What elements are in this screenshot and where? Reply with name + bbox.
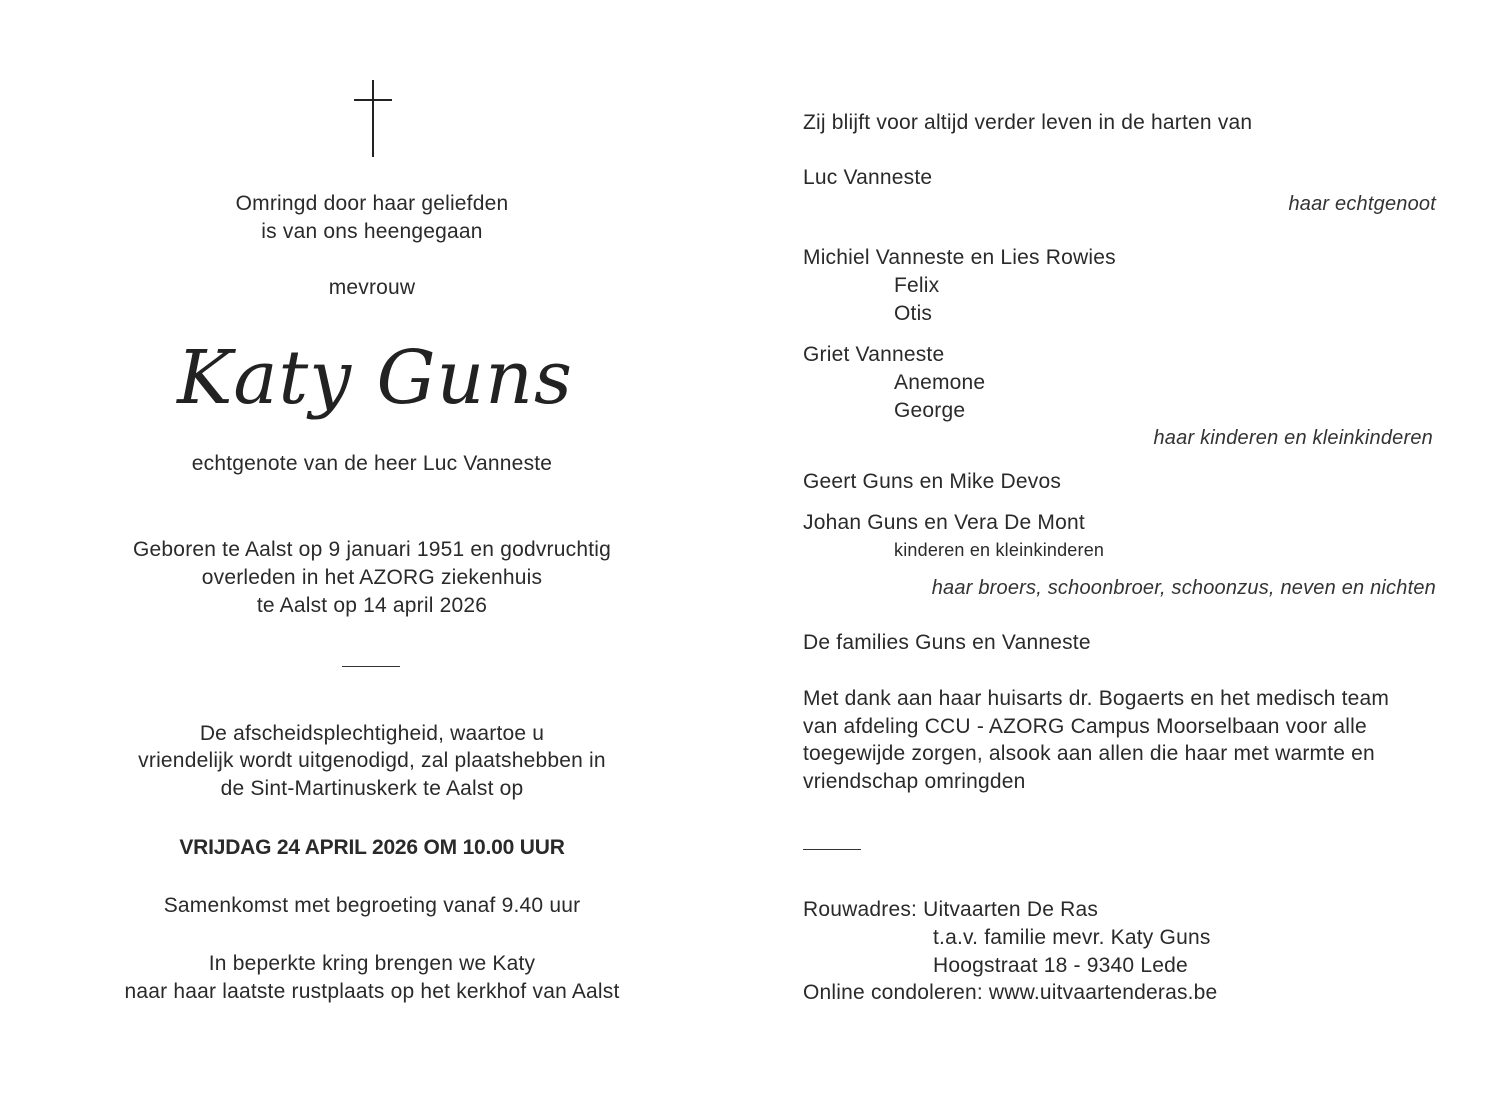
mourners-intro: Zij blijft voor altijd verder leven in de harten van (803, 111, 1253, 134)
address-line-3: Hoogstraat 18 - 9340 Lede (933, 954, 1188, 977)
thanks-line-4: vriendschap omringden (803, 770, 1026, 793)
families-line: De families Guns en Vanneste (803, 631, 1091, 654)
grandchild-anemone: Anemone (894, 371, 986, 394)
intro-line-1: Omringd door haar geliefden (235, 192, 509, 215)
siblings-role: haar broers, schoonbroer, schoonzus, neven en nichten (931, 577, 1436, 599)
spouse-line: echtgenote van de heer Luc Vanneste (191, 452, 553, 475)
sibling-2: Johan Guns en Vera De Mont (803, 511, 1085, 534)
intro-line-2: is van ons heengegaan (261, 220, 483, 243)
address-label: Rouwadres: Uitvaarten De Ras (803, 898, 1099, 921)
husband-role: haar echtgenoot (1288, 193, 1436, 215)
ceremony-date: VRIJDAG 24 APRIL 2026 OM 10.00 UUR (179, 836, 565, 859)
ceremony-line-1: De afscheidsplechtigheid, waartoe u (199, 722, 545, 745)
grandchild-george: George (894, 399, 966, 422)
thanks-line-2: van afdeling CCU - AZORG Campus Moorselbaan voor alle (803, 715, 1367, 738)
divider-right (803, 849, 861, 850)
divider-left (342, 666, 400, 667)
ceremony-line-2: vriendelijk wordt uitgenodigd, zal plaatshebben in (138, 749, 606, 772)
deceased-name: Katy Guns (177, 335, 573, 421)
sibling-1: Geert Guns en Mike Devos (803, 470, 1062, 493)
burial-line-2: naar haar laatste rustplaats op het kerkhof van Aalst (124, 980, 620, 1003)
address-line-2: t.a.v. familie mevr. Katy Guns (933, 926, 1211, 949)
thanks-line-1: Met dank aan haar huisarts dr. Bogaerts en het medisch team (803, 687, 1390, 710)
birth-line-3: te Aalst op 14 april 2026 (256, 594, 488, 617)
birth-line-2: overleden in het AZORG ziekenhuis (201, 566, 543, 589)
burial-line-1: In beperkte kring brengen we Katy (208, 952, 536, 975)
gathering-line: Samenkomst met begroeting vanaf 9.40 uur (163, 894, 581, 917)
grandchild-otis: Otis (894, 302, 933, 325)
children-role: haar kinderen en kleinkinderen (1153, 427, 1433, 449)
online-condolence-link[interactable]: Online condoleren: www.uitvaartenderas.be (803, 981, 1218, 1004)
birth-line-1: Geboren te Aalst op 9 januari 1951 en godvruchtig (133, 538, 611, 561)
thanks-line-3: toegewijde zorgen, alsook aan allen die haar met warmte en (803, 742, 1375, 765)
cross-icon (352, 80, 394, 158)
sibling-2-sub: kinderen en kleinkinderen (894, 540, 1105, 560)
title-mevrouw: mevrouw (328, 276, 416, 299)
ceremony-line-3: de Sint-Martinuskerk te Aalst op (220, 777, 524, 800)
child-1: Michiel Vanneste en Lies Rowies (803, 246, 1116, 269)
husband-name: Luc Vanneste (803, 166, 933, 189)
child-2: Griet Vanneste (803, 343, 945, 366)
grandchild-felix: Felix (894, 274, 940, 297)
